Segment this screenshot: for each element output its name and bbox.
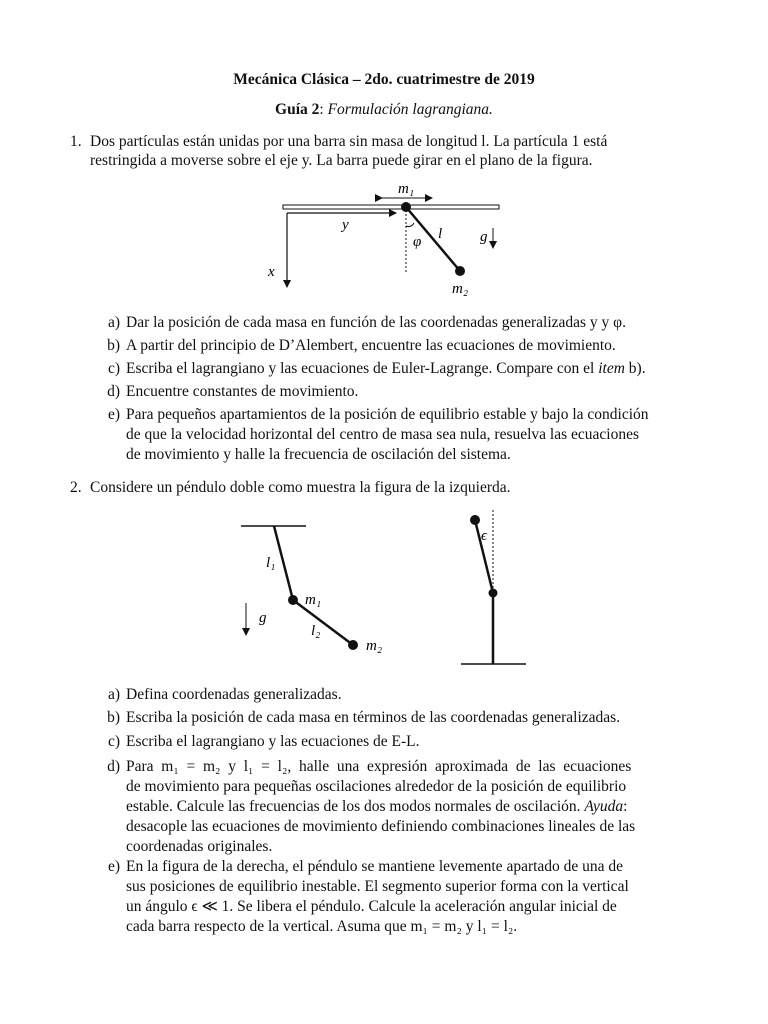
- mass-m1-double: [288, 595, 298, 605]
- problem-1-statement-line-1: Dos partículas están unidas por una barra sin masa de longitud l. La partícula 1 está: [90, 133, 608, 150]
- p2-item-c-label: c): [107, 733, 120, 750]
- p1-item-b-label: b): [107, 337, 120, 354]
- label-g: g: [480, 229, 488, 245]
- p1-item-a-text: Dar la posición de cada masa en función de las coordenadas generalizadas y y φ.: [126, 314, 627, 331]
- p2-item-d-hint: Ayuda: [584, 798, 624, 815]
- p1-item-d-text: Encuentre constantes de movimiento.: [126, 383, 359, 400]
- guide-topic: Formulación lagrangiana.: [327, 101, 493, 118]
- p2-item-d-label: d): [107, 758, 120, 775]
- label-phi: φ: [413, 234, 422, 250]
- p1-item-e-line-1: Para pequeños apartamientos de la posición de equilibrio estable y bajo la condición: [126, 406, 649, 423]
- phi-angle-arc: [406, 223, 414, 227]
- p2-item-d-line-2: de movimiento para pequeñas oscilaciones alrededor de la posición de equilibrio: [126, 778, 627, 795]
- mass-m2: [455, 266, 465, 276]
- p2-item-e-line-2: sus posiciones de equilibrio inestable. El segmento superior forma con la vertical: [126, 878, 629, 895]
- label-epsilon: ϵ: [481, 528, 488, 544]
- p1-item-e-line-3: de movimiento y halle la frecuencia de oscilación del sistema.: [126, 446, 511, 463]
- p2-item-e-label: e): [107, 858, 120, 875]
- p2-item-e-line-4: cada barra respecto de la vertical. Asuma que m₁ = m₂ y l₁ = l₂.: [126, 918, 518, 935]
- mass-m1: [401, 202, 411, 212]
- p2-item-b-text: Escriba la posición de cada masa en términos de las coordenadas generalizadas.: [126, 709, 621, 726]
- page-title: Mecánica Clásica – 2do. cuatrimestre de 2019: [233, 71, 535, 88]
- label-l1: l₁: [266, 555, 276, 571]
- problem-1-number: 1.: [70, 133, 82, 150]
- label-m1: m₁: [398, 181, 415, 197]
- problem-2-statement: Considere un péndulo doble como muestra la figura de la izquierda.: [90, 479, 511, 496]
- p2-item-e-line-1: En la figura de la derecha, el péndulo se mantiene levemente apartado de una de: [126, 858, 624, 875]
- problem-2-number: 2.: [70, 479, 82, 496]
- p2-item-d-line-1: Para m₁ = m₂ y l₁ = l₂, halle una expresión aproximada de las ecuaciones: [126, 758, 632, 775]
- mass-top: [470, 515, 480, 525]
- p1-item-c-text: [126, 359, 696, 379]
- label-x: x: [268, 264, 275, 280]
- p1-item-c-em: item: [598, 360, 625, 377]
- p2-item-d-line-5: coordenadas originales.: [126, 838, 273, 855]
- p1-item-a-label: a): [107, 314, 120, 331]
- p2-item-c-text: Escriba el lagrangiano y las ecuaciones de E-L.: [126, 733, 420, 750]
- p1-item-d-label: d): [107, 383, 120, 400]
- mass-m2-double: [348, 640, 358, 650]
- mass-middle: [489, 589, 498, 598]
- p2-item-a-label: a): [107, 686, 120, 703]
- problem-1-statement-line-2: restringida a moverse sobre el eje y. La barra puede girar en el plano de la figura.: [90, 152, 593, 169]
- label-m1-double: m₁: [305, 592, 322, 608]
- label-l: l: [438, 226, 443, 242]
- guide-label: Guía 2: [275, 101, 320, 118]
- label-m2: m₂: [452, 281, 469, 297]
- p2-item-d-line-3: [126, 797, 696, 817]
- p2-item-d-line-3-post: :: [623, 798, 628, 815]
- label-l2: l₂: [311, 623, 321, 639]
- p2-item-a-text: Defina coordenadas generalizadas.: [126, 686, 342, 703]
- p2-item-b-label: b): [107, 709, 120, 726]
- p1-item-c-pre: Escriba el lagrangiano y las ecuaciones de Euler-Lagrange. Compare con el: [126, 360, 599, 377]
- p1-item-e-line-2: de que la velocidad horizontal del centro de masa sea nula, resuelva las ecuaciones: [126, 426, 639, 443]
- p2-item-e-line-3: un ángulo ϵ ≪ 1. Se libera el péndulo. Calcule la aceleración angular inicial de: [126, 898, 617, 915]
- label-y: y: [342, 217, 349, 233]
- guide-separator: :: [319, 101, 328, 118]
- p1-item-c-post: b).: [624, 360, 646, 377]
- p1-item-c-label: c): [107, 360, 120, 377]
- rod-l2: [293, 600, 353, 645]
- rail-bar: [283, 205, 499, 209]
- p1-item-b-text: A partir del principio de D’Alembert, encuentre las ecuaciones de movimiento.: [126, 337, 616, 354]
- label-g-double: g: [259, 610, 267, 626]
- p2-item-d-line-4: desacople las ecuaciones de movimiento definiendo combinaciones lineales de las: [126, 818, 636, 835]
- label-m2-double: m₂: [366, 638, 383, 654]
- p1-item-e-label: e): [107, 406, 120, 423]
- p2-item-d-line-3-pre: estable. Calcule las frecuencias de los dos modos normales de oscilación.: [126, 798, 585, 815]
- rod-l1: [274, 526, 293, 600]
